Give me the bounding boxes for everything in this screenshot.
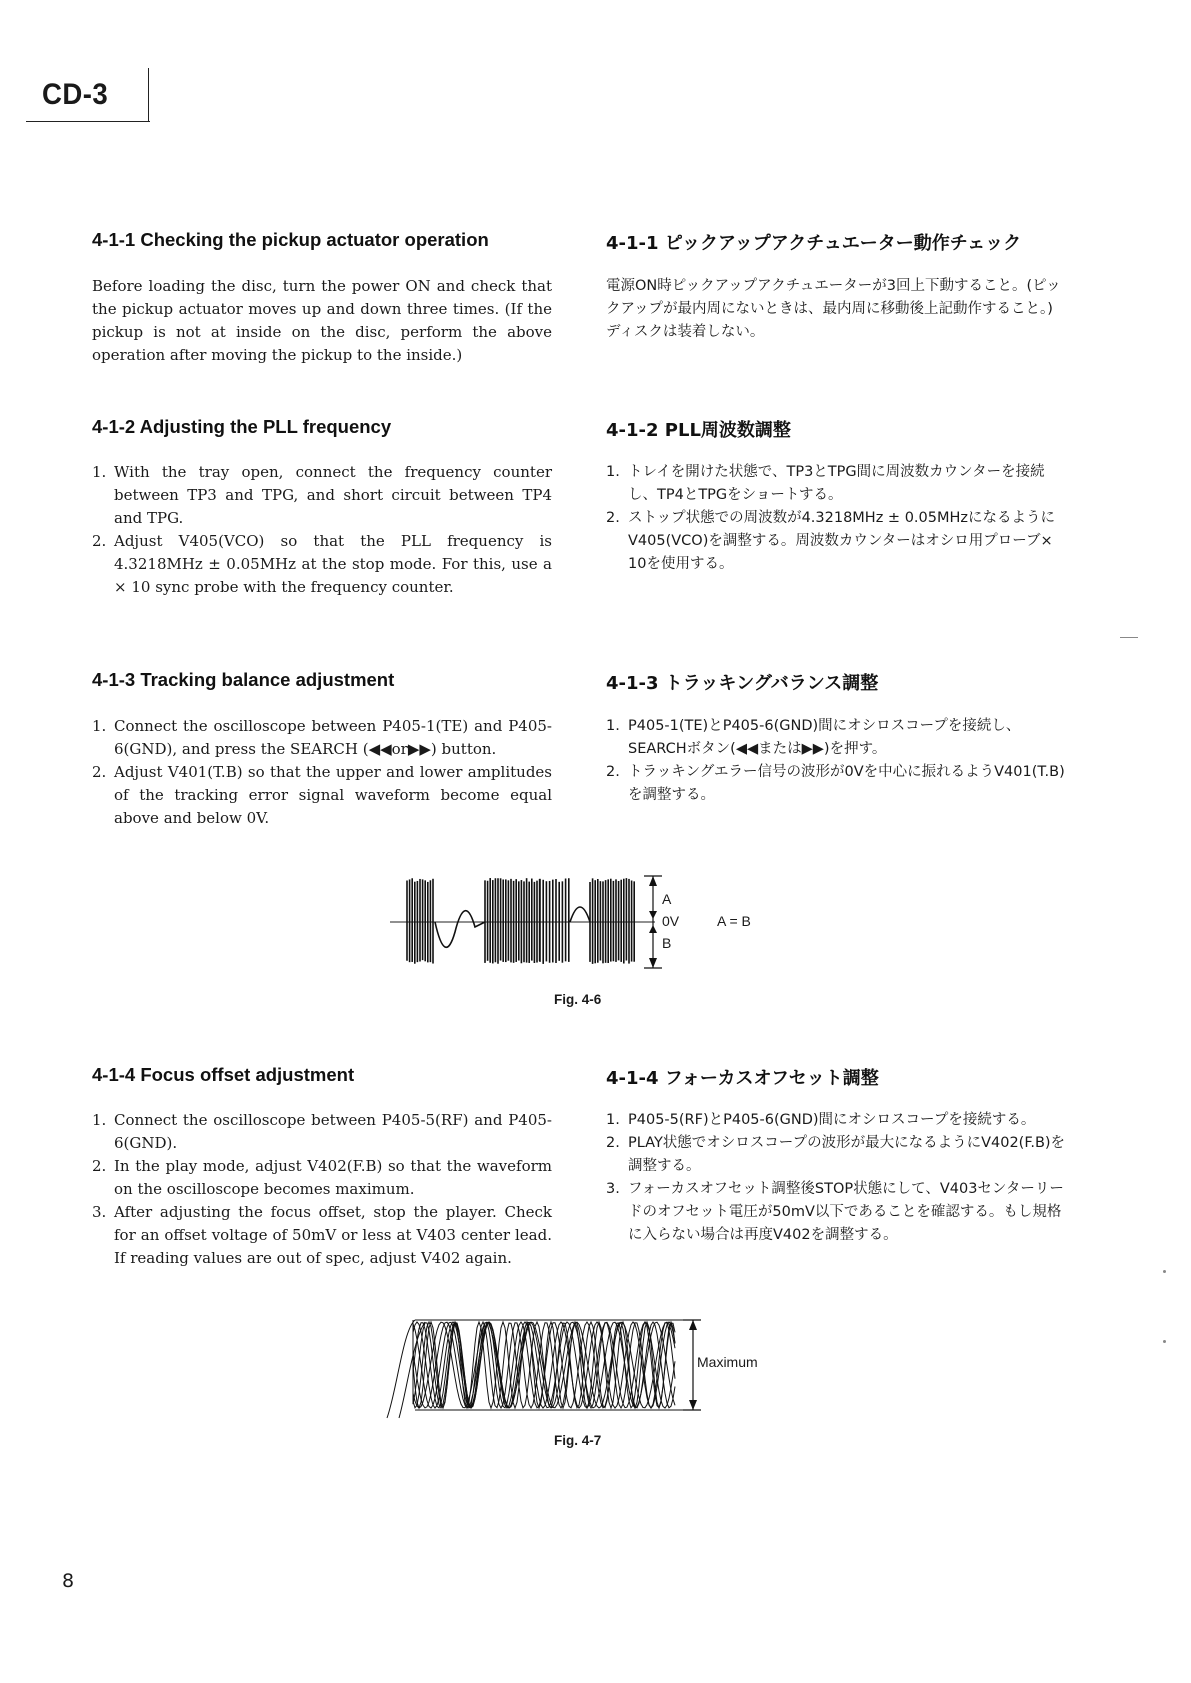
- steps-4-1-4-en: [92, 1109, 552, 1270]
- section-title-4-1-4-en: 4-1-4 Focus offset adjustment: [92, 1064, 355, 1085]
- step-text: With the tray open, connect the frequency counter between TP3 and TPG, and short circuit between TP4 and TPG.: [114, 463, 552, 527]
- fig46-label-b: B: [662, 935, 672, 951]
- steps-4-1-3-jp: [606, 715, 1066, 807]
- step-text: Connect the oscilloscope between P405-5(RF) and P405-6(GND).: [114, 1111, 552, 1152]
- step-number: 1.: [92, 1111, 107, 1129]
- section-title-4-1-2-en: 4-1-2 Adjusting the PLL frequency: [92, 416, 392, 437]
- page-number: 8: [62, 1570, 75, 1592]
- header-rule: [26, 121, 150, 122]
- fig46-caption: Fig. 4-6: [554, 992, 602, 1007]
- step-text: トレイを開けた状態で、TP3とTPG間に周波数カウンターを接続し、TP4とTPGをショートする。: [628, 464, 1045, 503]
- steps-4-1-4-jp: [606, 1109, 1066, 1247]
- list-item: [606, 507, 1066, 576]
- step-number: 2.: [92, 1157, 107, 1175]
- step-text: In the play mode, adjust V402(F.B) so that the waveform on the oscilloscope becomes maximum.: [114, 1157, 552, 1198]
- step-text: フォーカスオフセット調整後STOP状態にして、V403センターリードのオフセット電圧が50mV以下であることを確認する。もし規格に入らない場合は再度V402を調整する。: [628, 1181, 1064, 1243]
- step-number: 2.: [92, 763, 107, 781]
- step-text: P405-1(TE)とP405-6(GND)間にオシロスコープを接続し、SEARCHボタン(◀◀または▶▶)を押す。: [628, 718, 1021, 757]
- step-number: 1.: [606, 718, 620, 734]
- step-number: 3.: [606, 1181, 620, 1197]
- list-item: [92, 530, 552, 599]
- steps-4-1-3-en: [92, 715, 552, 830]
- step-number: 2.: [606, 764, 620, 780]
- fig46-label-0v: 0V: [662, 913, 680, 929]
- step-text: PLAY状態でオシロスコープの波形が最大になるようにV402(F.B)を調整する。: [628, 1135, 1066, 1174]
- section-title-4-1-1-jp: 4-1-1 ピックアップアクチュエーター動作チェック: [606, 233, 1022, 254]
- fig47-caption: Fig. 4-7: [554, 1433, 602, 1448]
- tracking-waveform-lines: [407, 878, 634, 964]
- arrow-down-icon: [649, 958, 657, 968]
- fig46-equation: A = B: [717, 913, 751, 929]
- list-item: [606, 1132, 1066, 1178]
- list-item: [606, 1109, 1066, 1132]
- list-item: [92, 1201, 552, 1270]
- step-number: 2.: [606, 1135, 620, 1151]
- eye-pattern-edge: [387, 1320, 425, 1418]
- model-title: CD-3: [42, 78, 109, 111]
- rf-eye-pattern: [387, 1320, 685, 1418]
- step-text: Connect the oscilloscope between P405-1(TE) and P405-6(GND), and press the SEARCH (◀◀or▶▶) button.: [114, 717, 552, 758]
- section-title-4-1-3-en: 4-1-3 Tracking balance adjustment: [92, 669, 395, 690]
- steps-4-1-2-jp: [606, 461, 1066, 576]
- step-number: 1.: [606, 1112, 620, 1128]
- margin-mark: [1120, 637, 1138, 638]
- step-number: 2.: [606, 510, 620, 526]
- step-number: 1.: [606, 464, 620, 480]
- step-text: トラッキングエラー信号の波形が0Vを中心に振れるようV401(T.B)を調整する。: [628, 764, 1065, 803]
- step-number: 1.: [92, 463, 107, 481]
- step-text: After adjusting the focus offset, stop the player. Check for an offset voltage of 50mV or less at V403 center lead. If reading values are out of spec, adjust V402 again.: [114, 1203, 552, 1267]
- section-title-4-1-2-jp: 4-1-2 PLL周波数調整: [606, 420, 791, 441]
- section-body-4-1-1-jp: 電源ON時ピックアップアクチュエーターが3回上下動すること。(ピックアップが最内周にないときは、最内周に移動後上記動作すること。) ディスクは装着しない。: [606, 278, 1061, 340]
- fig46-label-a: A: [662, 891, 672, 907]
- arrow-up-icon: [649, 876, 657, 886]
- section-title-4-1-4-jp: 4-1-4 フォーカスオフセット調整: [606, 1068, 879, 1089]
- list-item: [92, 1155, 552, 1201]
- list-item: [606, 715, 1066, 761]
- step-text: ストップ状態での周波数が4.3218MHz ± 0.05MHzになるようにV405(VCO)を調整する。周波数カウンターはオシロ用プローブ× 10を使用する。: [628, 510, 1056, 572]
- list-item: [92, 715, 552, 761]
- step-text: Adjust V405(VCO) so that the PLL frequency is 4.3218MHz ± 0.05MHz at the stop mode. For this, use a × 10 sync probe with the frequency counter.: [114, 532, 552, 596]
- section-title-4-1-3-jp: 4-1-3 トラッキングバランス調整: [606, 673, 879, 694]
- margin-dot: [1163, 1270, 1166, 1273]
- step-number: 3.: [92, 1203, 107, 1221]
- tracking-waveform-figure: [390, 872, 770, 972]
- arrow-down-icon: [689, 1400, 697, 1410]
- step-text: P405-5(RF)とP405-6(GND)間にオシロスコープを接続する。: [628, 1112, 1036, 1128]
- list-item: [606, 1178, 1066, 1247]
- header-rule-vertical: [148, 68, 149, 122]
- section-body-4-1-1-en: Before loading the disc, turn the power ON and check that the pickup actuator moves up and down three times. (If the pickup is not at inside on the disc, perform the above operation after moving the pickup to the inside.): [92, 277, 552, 364]
- margin-dot: [1163, 1340, 1166, 1343]
- list-item: [606, 461, 1066, 507]
- section-title-4-1-1-en: 4-1-1 Checking the pickup actuator operation: [92, 229, 489, 250]
- rf-waveform-figure: [385, 1310, 725, 1420]
- step-text: Adjust V401(T.B) so that the upper and lower amplitudes of the tracking error signal waveform become equal above and below 0V.: [114, 763, 552, 827]
- list-item: [606, 761, 1066, 807]
- list-item: [92, 1109, 552, 1155]
- arrow-up-icon: [649, 925, 657, 933]
- waveform-curve: [435, 907, 590, 947]
- arrow-down-icon: [649, 911, 657, 919]
- steps-4-1-2-en: [92, 461, 552, 599]
- step-number: 1.: [92, 717, 107, 735]
- list-item: [92, 461, 552, 530]
- fig47-label-maximum: Maximum: [697, 1354, 758, 1370]
- arrow-up-icon: [689, 1320, 697, 1330]
- step-number: 2.: [92, 532, 107, 550]
- list-item: [92, 761, 552, 830]
